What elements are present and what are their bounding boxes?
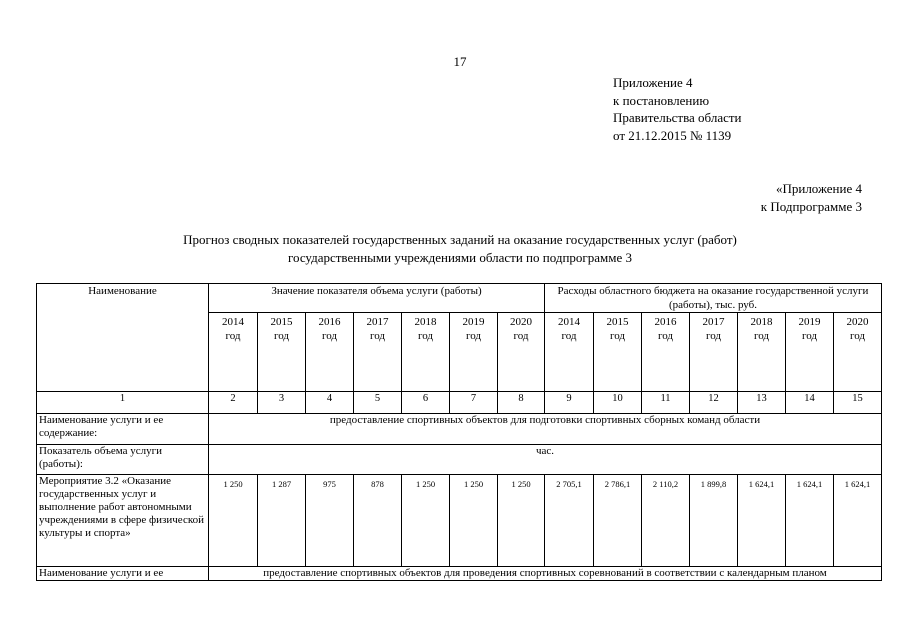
measure-value: 1 624,1 xyxy=(834,475,882,567)
year-cell: 2017 год xyxy=(690,313,738,392)
year-cell: 2019 год xyxy=(786,313,834,392)
page-number: 17 xyxy=(453,54,467,69)
column-number: 8 xyxy=(498,392,545,414)
column-number: 3 xyxy=(258,392,306,414)
service-1-row xyxy=(37,414,882,445)
year-cell: 2017 год xyxy=(354,313,402,392)
measure-value: 1 250 xyxy=(402,475,450,567)
column-number: 7 xyxy=(450,392,498,414)
column-number: 13 xyxy=(738,392,786,414)
year-cell: 2015 год xyxy=(594,313,642,392)
measure-value: 2 705,1 xyxy=(545,475,594,567)
header-name: Наименование xyxy=(37,284,209,392)
column-number: 15 xyxy=(834,392,882,414)
service-2-row xyxy=(37,567,882,581)
year-cell: 2020 год xyxy=(498,313,545,392)
indicator-label: Показатель объема услуги (работы): xyxy=(37,445,209,475)
column-number: 12 xyxy=(690,392,738,414)
year-cell: 2018 год xyxy=(738,313,786,392)
measure-value: 1 250 xyxy=(450,475,498,567)
year-cell: 2016 год xyxy=(642,313,690,392)
column-numbers-row xyxy=(37,392,882,414)
column-number: 10 xyxy=(594,392,642,414)
annex-line-3: Правительства области xyxy=(613,110,742,125)
annex-line-4: от 21.12.2015 № 1139 xyxy=(613,127,732,143)
measure-value: 2 110,2 xyxy=(642,475,690,567)
year-cell: 2015 год xyxy=(258,313,306,392)
column-number: 6 xyxy=(402,392,450,414)
year-cell: 2016 год xyxy=(306,313,354,392)
measure-value: 1 250 xyxy=(209,475,258,567)
column-number: 14 xyxy=(786,392,834,414)
year-cell: 2014 год xyxy=(545,313,594,392)
measure-value: 1 624,1 xyxy=(786,475,834,567)
measure-row xyxy=(37,475,882,567)
subprogram-annex-line-2: к Подпрограмме 3 xyxy=(760,198,862,214)
measure-value: 975 xyxy=(306,475,354,567)
indicators-table xyxy=(36,283,882,581)
column-number: 11 xyxy=(642,392,690,414)
measure-value: 1 624,1 xyxy=(738,475,786,567)
document-title xyxy=(36,231,884,266)
column-number: 4 xyxy=(306,392,354,414)
year-cell: 2019 год xyxy=(450,313,498,392)
measure-value: 1 899,8 xyxy=(690,475,738,567)
measure-value: 878 xyxy=(354,475,402,567)
indicator-value: час. xyxy=(209,445,882,475)
measure-label: Мероприятие 3.2 «Оказание государственных услуг и выполнение работ автономными учреждениями в сфере физической культуры и спорта» xyxy=(37,475,209,567)
service-1-value: предоставление спортивных объектов для подготовки спортивных сборных команд области xyxy=(209,414,882,445)
service-2-label: Наименование услуги и ее xyxy=(37,567,209,581)
measure-value: 1 250 xyxy=(498,475,545,567)
column-number: 2 xyxy=(209,392,258,414)
annex-line-2: к постановлению xyxy=(613,92,710,108)
title-line-1: Прогноз сводных показателей государственных заданий на оказание государственных услуг (работ) xyxy=(183,232,737,247)
title-line-2: государственными учреждениями области по подпрограмме 3 xyxy=(287,249,632,265)
service-2-value: предоставление спортивных объектов для проведения спортивных соревнований в соответствии с календарным планом xyxy=(209,567,882,581)
service-1-label: Наименование услуги и ее содержание: xyxy=(37,414,209,445)
measure-value: 1 287 xyxy=(258,475,306,567)
annex-block xyxy=(613,74,742,144)
header-volume: Значение показателя объема услуги (работы) xyxy=(209,284,545,313)
header-expenses: Расходы областного бюджета на оказание государственной услуги (работы), тыс. руб. xyxy=(545,284,882,313)
measure-value: 2 786,1 xyxy=(594,475,642,567)
subprogram-annex-block xyxy=(761,180,862,215)
column-number: 5 xyxy=(354,392,402,414)
column-number: 1 xyxy=(37,392,209,414)
year-cell: 2018 год xyxy=(402,313,450,392)
year-cell: 2020 год xyxy=(834,313,882,392)
column-number: 9 xyxy=(545,392,594,414)
annex-line-1: Приложение 4 xyxy=(613,75,693,90)
year-cell: 2014 год xyxy=(209,313,258,392)
indicator-row xyxy=(37,445,882,475)
subprogram-annex-line-1: «Приложение 4 xyxy=(775,181,862,196)
